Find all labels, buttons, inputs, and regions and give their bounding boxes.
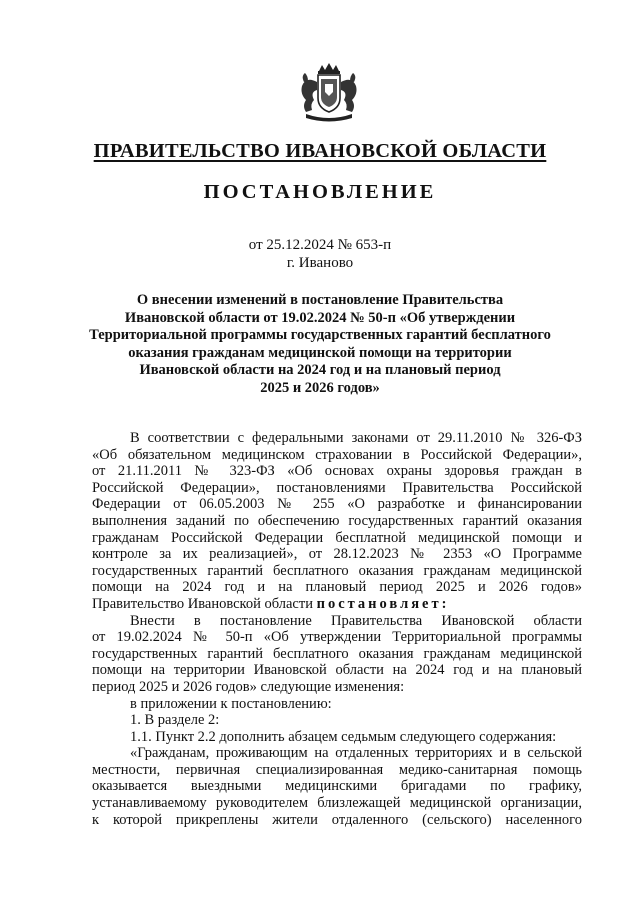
body-line (92, 596, 582, 613)
body-line: «Об обязательном медицинском страховании в Российской Федерации», (92, 446, 582, 463)
document-subject (80, 292, 560, 398)
body-line: государственных гарантий бесплатного оказания гражданам медицинской (92, 562, 582, 579)
body-line: период 2025 и 2026 годов» следующие изменения: (92, 678, 405, 695)
document-city: г. Иваново (286, 255, 354, 271)
body-line: местности, первичная специализированная медико-санитарная помощь (92, 761, 582, 778)
body-line: от 19.02.2024 № 50-п «Об утверждении Территориальной программы (92, 629, 582, 646)
document-type: ПОСТАНОВЛЕНИЕ (203, 181, 437, 203)
subject-line: оказания гражданам медицинской помощи на территории (128, 344, 512, 361)
document-date-number: от 25.12.2024 № 653-п (248, 237, 392, 253)
body-line: Российской Федерации», постановлениями Правительства Российской (92, 479, 582, 496)
body-line: Федерации от 06.05.2003 № 255 «О разработке и финансировании (92, 496, 582, 513)
body-line: выполнения заданий по обеспечению государственных гарантий оказания (92, 512, 582, 529)
body-line: 1. В разделе 2: (130, 712, 220, 729)
subject-line: Ивановской области на 2024 год и на плановый период (139, 362, 501, 379)
subject-line: Ивановской области от 19.02.2024 № 50-п «Об утверждении (124, 309, 516, 326)
subject-line: 2025 и 2026 годов» (260, 379, 380, 396)
government-title: ПРАВИТЕЛЬСТВО ИВАНОВСКОЙ ОБЛАСТИ (93, 140, 547, 162)
subject-line: Территориальной программы государственных гарантий бесплатного (89, 327, 551, 344)
subject-line: О внесении изменений в постановление Правительства (136, 292, 504, 308)
body-line: от 21.11.2011 № 323-ФЗ «Об основах охраны здоровья граждан в (92, 463, 582, 480)
body-line: гражданам Российской Федерации бесплатной медицинской помощи и (92, 529, 582, 546)
body-line: В соответствии с федеральными законами от 29.11.2010 № 326-ФЗ (130, 430, 582, 446)
body-line: контроле за их реализацией», от 28.12.2023 № 2353 «О Программе (92, 546, 582, 563)
document-body (92, 430, 582, 828)
body-line: в приложении к постановлению: (130, 695, 332, 712)
body-line: государственных гарантий бесплатного оказания гражданам медицинской (92, 645, 582, 662)
resolution-word: постановляет: (316, 595, 450, 612)
body-line: «Гражданам, проживающим на отдаленных территориях и в сельской (130, 745, 582, 762)
body-line: помощи на территории Ивановской области на 2024 год и на плановый (92, 662, 582, 679)
body-line: оказывается выездными медицинскими бригадами по графику, (92, 778, 582, 795)
body-line: к которой прикреплены жители отдаленного (сельского) населенного (92, 811, 582, 828)
body-line: Внести в постановление Правительства Ивановской области (130, 612, 582, 629)
coat-of-arms-drawing (292, 62, 366, 124)
body-line: 1.1. Пункт 2.2 дополнить абзацем седьмым следующего содержания: (130, 728, 557, 745)
body-line: устанавливаемому руководителем близлежащей медицинской организации, (92, 795, 582, 812)
body-line: помощи на 2024 год и на плановый период 2025 и 2026 годов» (92, 579, 582, 596)
ivanovo-coat-of-arms-icon (292, 62, 366, 124)
body-line-prefix: Правительство Ивановской области (92, 595, 317, 612)
